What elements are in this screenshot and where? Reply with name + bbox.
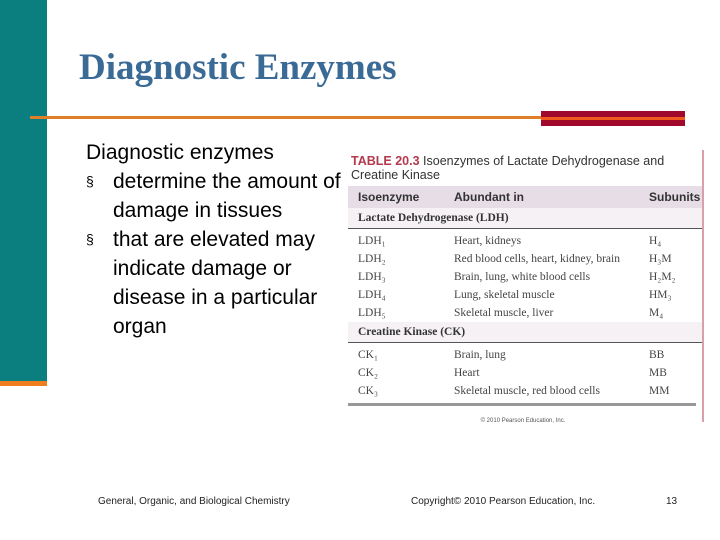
table-credit: © 2010 Pearson Education, Inc.	[480, 418, 566, 424]
cell-isoenzyme: LDH₅	[358, 307, 386, 319]
cell-subunits: M₄	[649, 307, 664, 319]
slide-body	[86, 138, 356, 341]
table-row	[348, 286, 704, 304]
header-subunits: Subunits	[649, 190, 701, 204]
table-row	[348, 268, 704, 286]
table-header	[348, 186, 704, 208]
cell-abundant-in: Red blood cells, heart, kidney, brain	[454, 253, 620, 265]
bullet-icon: §	[86, 173, 94, 189]
cell-subunits: HM₃	[649, 289, 672, 301]
cell-subunits: H₂M₂	[649, 271, 676, 283]
table-row	[348, 250, 704, 268]
cell-isoenzyme: LDH₂	[358, 253, 386, 265]
cell-abundant-in: Brain, lung	[454, 349, 506, 361]
accent-stripe	[541, 117, 685, 120]
cell-subunits: MM	[649, 385, 670, 397]
table-section-header: Creatine Kinase (CK)	[348, 322, 704, 343]
accent-bar-teal	[0, 0, 47, 381]
cell-abundant-in: Heart	[454, 367, 480, 379]
cell-abundant-in: Skeletal muscle, red blood cells	[454, 385, 600, 397]
cell-subunits: H₃M	[649, 253, 672, 265]
table-bottom-rule	[348, 403, 696, 406]
bullet-icon: §	[86, 231, 94, 247]
cell-abundant-in: Skeletal muscle, liver	[454, 307, 554, 319]
cell-isoenzyme: CK₃	[358, 385, 378, 397]
cell-subunits: H₄	[649, 235, 662, 247]
cell-isoenzyme: CK₁	[358, 349, 378, 361]
table-row	[348, 382, 704, 400]
title-divider-accent	[541, 111, 685, 126]
cell-abundant-in: Brain, lung, white blood cells	[454, 271, 591, 283]
header-abundant-in: Abundant in	[454, 190, 524, 204]
title-divider	[30, 116, 542, 119]
body-lead: Diagnostic enzymes	[86, 141, 274, 164]
table-row	[348, 304, 704, 322]
cell-isoenzyme: LDH₁	[358, 235, 386, 247]
slide-title: Diagnostic Enzymes	[79, 47, 397, 88]
cell-abundant-in: Lung, skeletal muscle	[454, 289, 555, 301]
table-label: TABLE 20.3	[351, 154, 420, 168]
cell-abundant-in: Heart, kidneys	[454, 235, 522, 247]
table-row	[348, 364, 704, 382]
bullet-text: determine the amount of damage in tissues	[113, 170, 341, 222]
table-edge	[702, 150, 704, 422]
bullet-text: that are elevated may indicate damage or disease in a particular organ	[113, 228, 318, 338]
cell-subunits: BB	[649, 349, 665, 361]
bullet-item	[86, 225, 356, 341]
header-isoenzyme: Isoenzyme	[358, 190, 420, 204]
bullet-item	[86, 167, 356, 225]
footer-course: General, Organic, and Biological Chemistry	[98, 496, 290, 507]
footer-page-number: 13	[666, 496, 678, 507]
table-section-header: Lactate Dehydrogenase (LDH)	[348, 208, 704, 229]
cell-isoenzyme: LDH₃	[358, 271, 386, 283]
table-body	[348, 208, 704, 400]
isoenzyme-table	[348, 150, 704, 435]
footer-copyright: Copyright© 2010 Pearson Education, Inc.	[411, 496, 596, 507]
table-caption	[348, 150, 704, 182]
table-caption-text: Isoenzymes of Lactate Dehydrogenase and Creatine Kinase	[351, 154, 665, 182]
table-row	[348, 346, 704, 364]
cell-isoenzyme: CK₂	[358, 367, 378, 379]
accent-bar-orange	[0, 381, 47, 386]
cell-isoenzyme: LDH₄	[358, 289, 386, 301]
cell-subunits: MB	[649, 367, 667, 379]
table-row	[348, 232, 704, 250]
